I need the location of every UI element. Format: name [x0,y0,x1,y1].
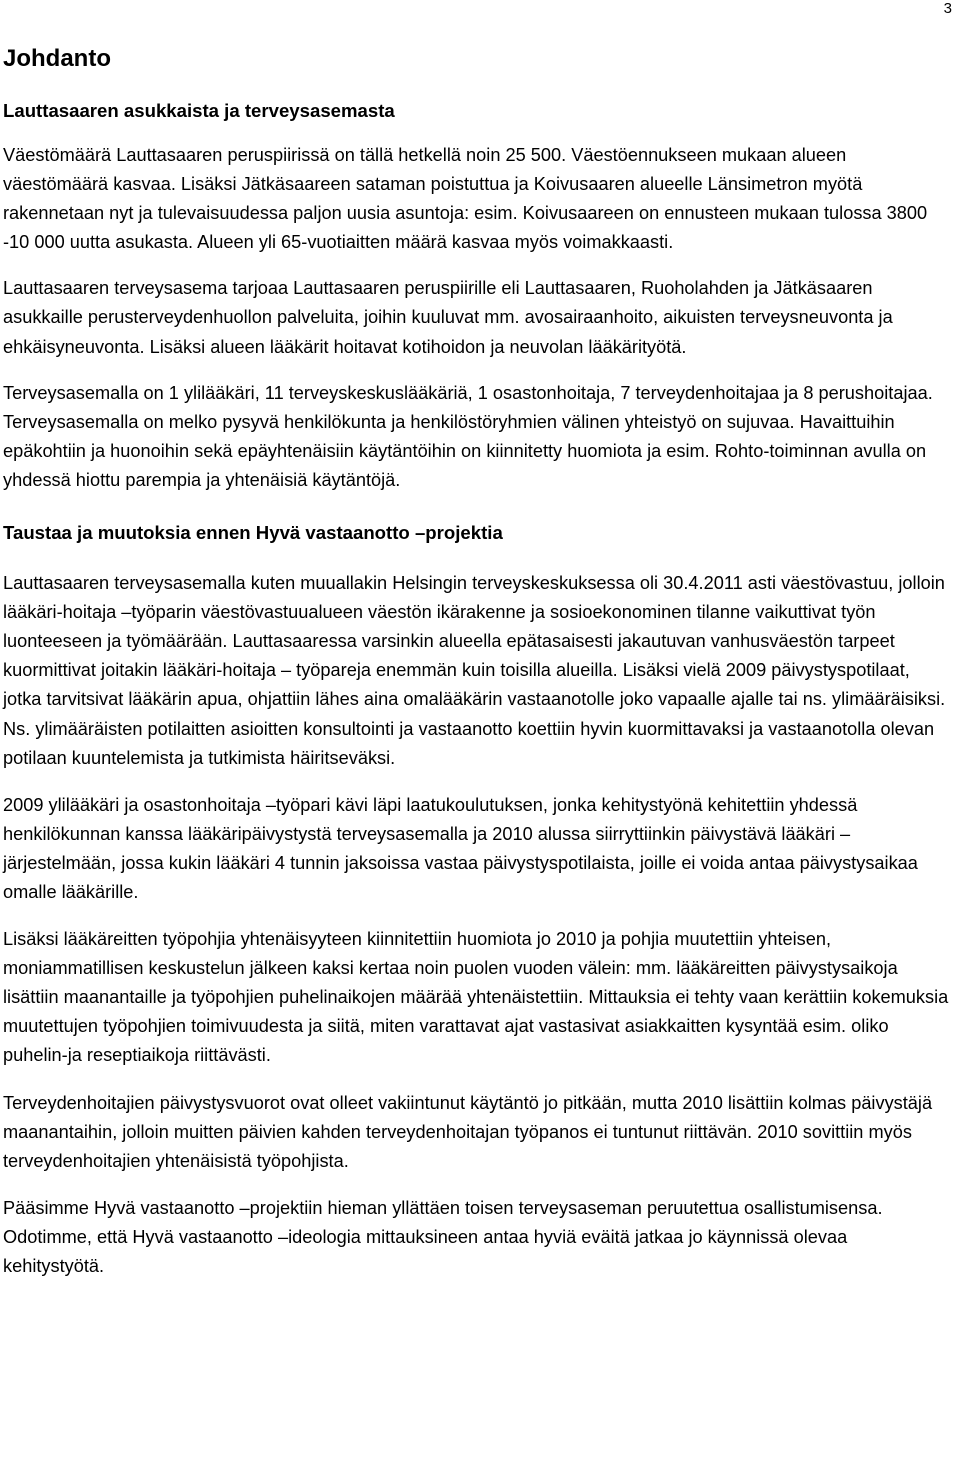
paragraph-quality-training: 2009 ylilääkäri ja osastonhoitaja –työpari kävi läpi laatukoulutuksen, jonka kehitystyönä kehitettiin yhdessä henkilökunnan kanssa lääkäripäivystystä terveysasemalla ja 2010 alussa siirryttiinkin päivystävä lääkäri –järjestelmään, jossa kukin lääkäri 4 tunnin jaksoissa vastaa päivystyspotilaista, joille ei voida antaa päivystysaikaa omalle lääkärille. [3,794,918,902]
paragraph-staff: Terveysasemalla on 1 ylilääkäri, 11 terveyskeskuslääkäriä, 1 osastonhoitaja, 7 terveydenhoitajaa ja 8 perushoitajaa. Terveysasemalla on melko pysyvä henkilökunta ja henkilöstöryhmien välinen yhteistyö on sujuvaa. Havaittuihin epäkohtiin ja huonoihin sekä epäyhtenäisiin käytäntöihin on kiinnitetty huomiota ja esim. Rohto-toiminnan avulla on yhdessä hiottu parempia ja yhtenäisiä käytäntöjä. [3,382,933,490]
paragraph-nurse-shifts: Terveydenhoitajien päivystysvuorot ovat olleet vakiintunut käytäntö jo pitkään, mutta 2010 lisättiin kolmas päivystäjä maanantaihin, jolloin muitten päivien kahden terveydenhoitajan työpanos ei tuntunut riittävän. 2010 sovittiin myös terveydenhoitajien yhtenäisistä työpohjista. [3,1092,933,1171]
paragraph-work-templates: Lisäksi lääkäreitten työpohjia yhtenäisyyteen kiinnitettiin huomiota jo 2010 ja pohjia muutettiin yhteisen, moniammatillisen keskustelun jälkeen kaksi kertaa noin puolen vuoden välein: mm. lääkäreitten päivystysaikoja lisättiin maanantaille ja työpohjien puhelinaikojen määrää yhtenäistettiin. Mittauksia ei tehty vaan kerättiin kokemuksia muutettujen työpohjien toimivuudesta ja siitä, miten varattavat ajat vastasivat asiakkaitten kysyntää esim. oliko puhelin-ja reseptiaikoja riittävästi. [3,929,949,1066]
document-title: Johdanto [3,45,111,72]
page-number: 3 [943,0,952,17]
section-heading-background: Taustaa ja muutoksia ennen Hyvä vastaanotto –projektia [3,522,503,544]
section-background [3,520,953,546]
paragraph-project-joining: Pääsimme Hyvä vastaanotto –projektiin hieman yllättäen toisen terveysaseman peruutettua osallistumisensa. Odotimme, että Hyvä vastaanotto –ideologia mittauksineen antaa hyviä eväitä jatkaa jo käynnissä olevaa kehitystyötä. [3,1197,883,1276]
section-heading-residents: Lauttasaaren asukkaista ja terveysasemasta [3,100,395,121]
document-body [3,44,953,1281]
paragraph-health-center-services: Lauttasaaren terveysasema tarjoaa Lauttasaaren peruspiirille eli Lauttasaaren, Ruoholahden ja Jätkäsaaren asukkaille perusterveydenhuollon palveluita, joihin kuuluvat mm. avosairaanhoito, aikuisten terveysneuvonta ja ehkäisyneuvonta. Lisäksi alueen lääkärit hoitavat kotihoidon ja neuvolan lääkärityötä. [3,278,893,357]
paragraph-population-responsibility: Lauttasaaren terveysasemalla kuten muuallakin Helsingin terveyskeskuksessa oli 30.4.2011 asti väestövastuu, jolloin lääkäri-hoitaja –työparin väestövastuualueen väestön ikärakenne ja sosioekonominen tilanne vaikuttivat työn luonteeseen ja työmäärään. Lauttasaaressa varsinkin alueella epätasaisesti jakautuvan vanhusväestön tarpeet kuormittivat joitakin lääkäri-hoitaja – työpareja enemmän kuin toisilla alueilla. Lisäksi vielä 2009 päivystyspotilaat, jotka tarvitsivat lääkärin apua, ohjattiin lähes aina omalääkärin vastaanotolle joko vapaalle ajalle tai ns. ylimääräisiksi. Ns. ylimääräisten potilaitten asioitten konsultointi ja vastaanotto koettiin hyvin kuormittavaksi ja vastaanotolla olevan potilaan kuuntelemista ja tutkimista häiritseväksi. [3,573,946,768]
paragraph-population: Väestömäärä Lauttasaaren peruspiirissä on tällä hetkellä noin 25 500. Väestöennukseen mukaan alueen väestömäärä kasvaa. Lisäksi Jätkäsaareen sataman poistuttua ja Koivusaaren alueelle Länsimetron myötä rakennetaan nyt ja tulevaisuudessa paljon uusia asuntoja: esim. Koivusaareen on ennusteen mukaan tulossa 3800 -10 000 uutta asukasta. Alueen yli 65-vuotiaitten määrä kasvaa myös voimakkaasti. [3,145,928,253]
